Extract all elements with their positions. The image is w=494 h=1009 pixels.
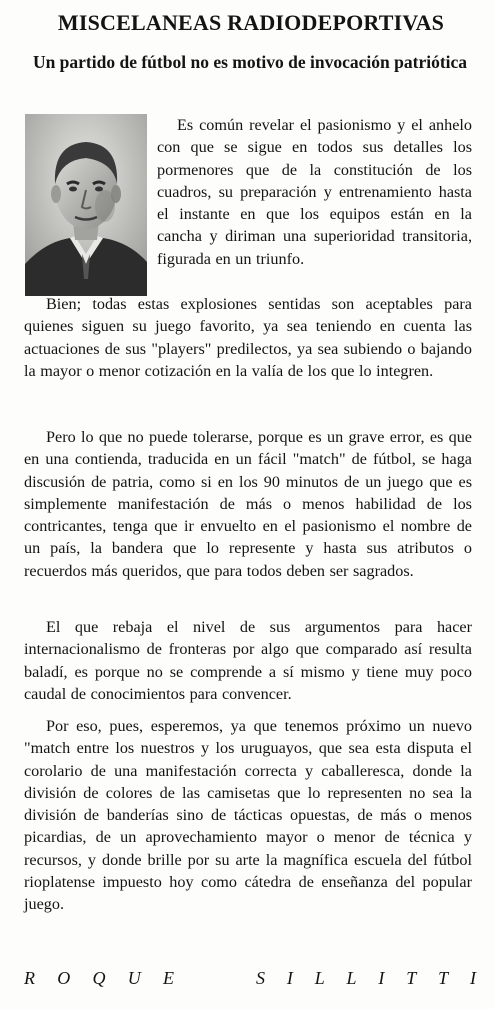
paragraph-5: Por eso, pues, esperemos, ya que tenemos próximo un nuevo "match entre los nuestros y los uruguayos, que sea esta disputa el corolario de una manifestación correcta y caballeresca, donde la división de colores de las camisetas que lo representen no sea la división de banderías sino de tácticas opuestas, de más o menos picardias, de un aprovechamiento mayor o menor de técnica y recursos, y donde brille por su arte la magnífica escuela del fútbol rioplatense impuesto hoy como cátedra de enseñanza del popular juego. [24,717,472,914]
portrait-halftone-image [25,114,147,296]
author-portrait [25,114,147,296]
signature-last-name: S I L L I T T I [256,968,476,988]
paragraph-4: El que rebaja el nivel de sus argumentos para hacer internacionalismo de fronteras por algo que comparado así resulta baladí, es porque no se comprende a sí mismo y tiene muy poco caudal de conocimientos para convencer. [24,618,472,703]
signature-first-name: R O Q U E [24,968,174,988]
author-signature [24,967,476,989]
article-title: MISCELANEAS RADIODEPORTIVAS [57,10,445,35]
article-subtitle: Un partido de fútbol no es motivo de invocación patriótica [32,52,468,72]
paragraph-2: Bien; todas estas explosiones sentidas son aceptables para quienes siguen su juego favorito, ya sea teniendo en cuenta las actuaciones de sus "players" predilectos, ya sea subiendo o bajando la mayor o menor cotización en la valía de los que lo integren. [24,295,472,380]
paragraph-3: Pero lo que no puede tolerarse, porque es un grave error, es que en una contienda, traducida en un fácil "match" de fútbol, se haga discusión de patria, como si en los 90 minutos de un juego que es simplemente manifestación de más o menos habilidad de los contricantes, tenga que ir envuelto en el pasionismo el nombre de un país, la bandera que lo represente y hasta sus atributos o recuerdos más queridos, que para todos deben ser sagrados. [24,428,472,580]
paragraph-1: Es común revelar el pasionismo y el anhelo con que se sigue en todos sus detalles los pormenores que de la constitución de los cuadros, su preparación y entrenamiento hasta el instante en que los equipos están en la cancha y diriman una superioridad transitoria, figurada en un triunfo. [157,116,472,268]
